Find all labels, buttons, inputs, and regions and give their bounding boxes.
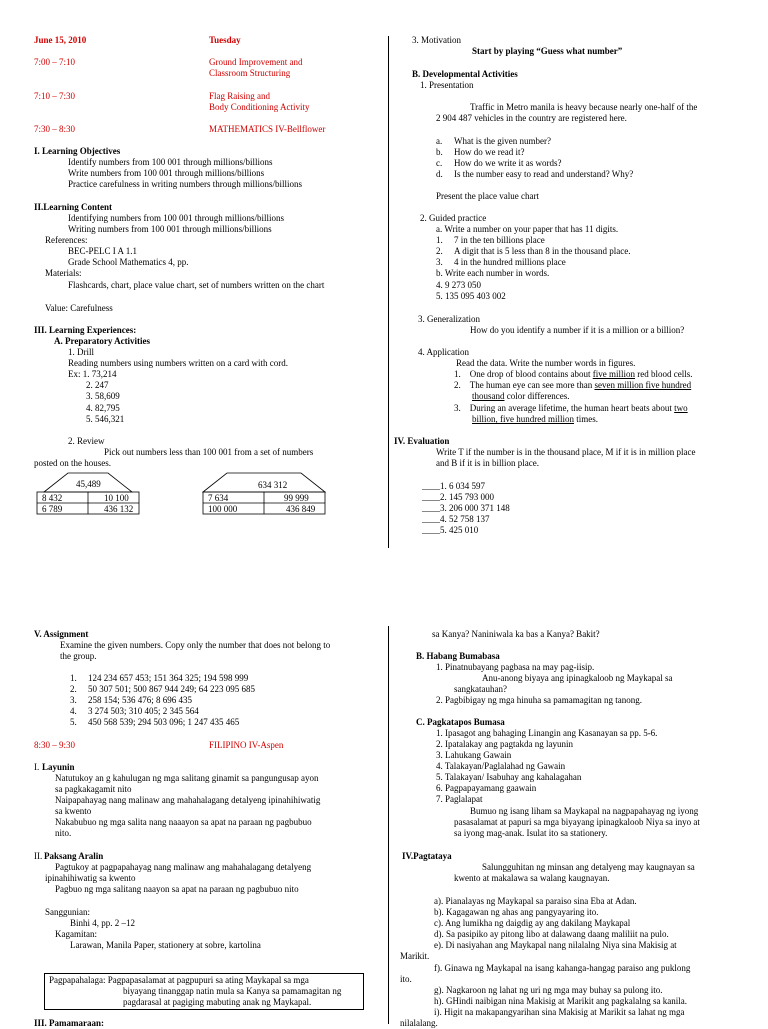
app2-underline-2: thousand: [472, 391, 505, 401]
activity-2b: Body Conditioning Activity: [209, 102, 310, 112]
preparatory-heading: A. Preparatory Activities: [54, 336, 151, 346]
layunin-5: Nakabubuo ng mga salita nang naaayon sa apat na paraan ng pagbubuo: [55, 817, 312, 827]
review-text-1: Pick out numbers less than 100 001 from a set of numbers: [104, 447, 314, 457]
drill-heading: 1. Drill: [68, 347, 94, 357]
assign-item-5: 5.: [70, 717, 77, 727]
objectives-heading: I. Learning Objectives: [34, 146, 121, 156]
filipino-time: 8:30 – 9:30: [34, 740, 76, 750]
assign-item-3-text: 258 154; 536 476; 8 696 435: [88, 695, 193, 705]
app2-underline-1: seven million five hundred: [594, 380, 692, 390]
presentation-text-1: Traffic in Metro manila is heavy because nearly one-half of the: [470, 102, 698, 112]
paksa-2: ipinahihiwatig sa kwento: [45, 873, 136, 883]
house-2-cell-3: 100 000: [208, 504, 238, 514]
item-c: c). Ang lumikha ng daigdig ay ang dakilang Maykapal: [434, 918, 631, 928]
sanggunian-label: Sanggunian:: [45, 907, 90, 917]
item-e: e). Di nasiyahan ang Maykapal nang nilalalng Niya sina Makisig at: [434, 940, 677, 950]
time-2: 7:10 – 7:30: [34, 91, 76, 101]
house-2-cell-2: 99 999: [284, 493, 309, 503]
filipino-subject: FILIPINO IV-Aspen: [209, 740, 284, 750]
activity-1b: Classroom Structuring: [209, 68, 291, 78]
application-item-2: 2. The human eye can see more than seven million five hundred: [454, 380, 692, 390]
paksa-heading: Paksang Aralin: [44, 851, 104, 861]
house-2-cell-1: 7 634: [208, 493, 229, 503]
pagpapahalaga-3: pagdarasal at pagiging mabuting anak ng Maykapal.: [123, 997, 312, 1007]
day: Tuesday: [209, 35, 241, 45]
item-i: i). Higit na makapangyarihan sina Makisig at Marikit sa lahat ng mga: [434, 1007, 685, 1017]
activity-2a: Flag Raising and: [209, 91, 270, 101]
reference-2: Grade School Mathematics 4, pp.: [68, 257, 189, 267]
question-c-key: c.: [436, 158, 443, 168]
assign-item-2: 2.: [70, 684, 77, 694]
drill-text: Reading numbers using numbers written on a card with cord.: [68, 358, 288, 368]
house-1-cell-3: 6 789: [42, 504, 63, 514]
top-line: sa Kanya? Naniniwala ka bas a Kanya? Bakit?: [432, 629, 600, 639]
materials-label: Materials:: [45, 268, 82, 278]
developmental-heading: B. Developmental Activities: [412, 69, 518, 79]
pamamaraan-heading: III. Pamamaraan:: [34, 1018, 104, 1028]
presentation-heading: 1. Presentation: [420, 80, 474, 90]
application-item-3: 3. During an average lifetime, the human heart beats about two: [454, 403, 688, 413]
house-1-cell-2: 10 100: [104, 493, 129, 503]
column-divider-bottom: [388, 626, 389, 1024]
time-1: 7:00 – 7:10: [34, 57, 76, 67]
guided-item-2: A digit that is 5 less than 8 in the thousand place.: [454, 246, 631, 256]
pagtataya-2: kwento at makalawa sa walang kaugnayan.: [454, 873, 610, 883]
materials-text: Flashcards, chart, place value chart, set of numbers written on the chart: [68, 280, 325, 290]
assign-item-2-text: 50 307 501; 500 867 944 249; 64 223 095 685: [88, 684, 256, 694]
activity-1a: Ground Improvement and: [209, 57, 303, 67]
content-1: Identifying numbers from 100 001 through millions/billions: [68, 213, 284, 223]
item-d: d). Sa pasipiko ay pitong libo at dalawang daang maliliit na pulo.: [434, 929, 669, 939]
house-1: [34, 472, 142, 518]
kagamitan-text: Larawan, Manila Paper, stationery at sobre, kartolina: [70, 940, 261, 950]
habang-2: Anu-anong biyaya ang ipinagkaloob ng Maykapal sa: [482, 673, 673, 683]
layunin-1: Natutukoy an g kahulugan ng mga salitang ginamit sa pangungusap ayon: [55, 773, 319, 783]
guided-b: b. Write each number in words.: [436, 268, 550, 278]
pagkatapos-1: 1. Ipasagot ang bahaging Linangin ang Kasanayan sa pp. 5-6.: [436, 728, 658, 738]
item-h: h). GHindi naibigan nina Makisig at Marikit ang pagkalalng sa kanila.: [434, 996, 687, 1006]
assignment-text-1: Examine the given numbers. Copy only the number that does not belong to: [60, 640, 331, 650]
layunin-3: Naipapahayag nang malinaw ang mahahalagang detalyeng ipinahihiwatig: [55, 795, 321, 805]
drill-ex-4: 4. 82,795: [86, 403, 120, 413]
habang-4: 2. Pagbibigay ng mga hinuha sa pamamagitan ng tanong.: [436, 695, 642, 705]
content-2: Writing numbers from 100 001 through millions/billions: [68, 224, 272, 234]
paglalapat-2: pasasalamat at papuri sa mga biyayang ipinagkaloob Niya sa inyo at: [454, 817, 700, 827]
app2-pre: The human eye can see more than: [469, 380, 595, 390]
eval-item-4: ____4. 52 758 137: [422, 514, 490, 524]
time-3: 7:30 – 8:30: [34, 124, 76, 134]
objective-1: Identify numbers from 100 001 through millions/billions: [68, 157, 273, 167]
paksa-3: Pagbuo ng mga salitang naayon sa apat na paraan ng pagbubuo nito: [55, 884, 299, 894]
guided-b-item-5: 5. 135 095 403 002: [436, 291, 506, 301]
guided-item-2-key: 2.: [436, 246, 443, 256]
pagkatapos-5: 5. Talakayan/ Isabuhay ang kahalagahan: [436, 772, 582, 782]
guided-item-1-key: 1.: [436, 235, 443, 245]
eval-item-2: ____2. 145 793 000: [422, 492, 494, 502]
habang-heading: B. Habang Bumabasa: [416, 651, 500, 661]
sanggunian-text: Binhi 4, pp. 2 –12: [70, 918, 136, 928]
app1-underline: five million: [592, 369, 635, 379]
item-f-cont: ito.: [400, 974, 412, 984]
assign-item-3: 3.: [70, 695, 77, 705]
evaluation-heading: IV. Evaluation: [394, 436, 450, 446]
question-b: How do we read it?: [454, 147, 525, 157]
guided-a: a. Write a number on your paper that has 11 digits.: [436, 224, 619, 234]
habang-3: sangkatauhan?: [454, 684, 507, 694]
assignment-text-2: the group.: [60, 651, 97, 661]
assign-item-4: 4.: [70, 706, 77, 716]
eval-item-1: ____1. 6 034 597: [422, 481, 485, 491]
drill-ex-5: 5. 546,321: [86, 414, 125, 424]
activity-3: MATHEMATICS IV-Bellflower: [209, 124, 326, 134]
item-e-cont: Marikit.: [400, 951, 430, 961]
paksa-num: II.: [34, 851, 43, 861]
assign-item-4-text: 3 274 503; 310 405; 2 345 564: [88, 706, 199, 716]
house-2: [200, 472, 328, 518]
item-b: b). Kagagawan ng ahas ang pangyayaring ito.: [434, 907, 599, 917]
assign-item-5-text: 450 568 539; 294 503 096; 1 247 435 465: [88, 717, 240, 727]
pagkatapos-3: 3. Lahukang Gawain: [436, 750, 512, 760]
layunin-6: nito.: [55, 828, 72, 838]
pagkatapos-2: 2. Ipatalakay ang pagtakda ng layunin: [436, 739, 573, 749]
presentation-text-2: 2 904 487 vehicles in the country are registered here.: [436, 113, 627, 123]
question-c: How do we write it as words?: [454, 158, 562, 168]
paglalapat-1: Bumuo ng isang liham sa Maykapal na nagpapahayag ng iyong: [470, 806, 699, 816]
paglalapat-3: sa iyong mag-anak. Isulat ito sa stationery.: [454, 828, 608, 838]
pagtataya-1: Salungguhitan ng minsan ang detalyeng may kaugnayan sa: [482, 862, 695, 872]
reference-1: BEC-PELC I A 1.1: [68, 246, 138, 256]
house-1-cell-4: 436 132: [104, 504, 134, 514]
eval-item-5: ____5. 425 010: [422, 525, 479, 535]
guided-item-3-key: 3.: [436, 257, 443, 267]
layunin-4: sa kwento: [55, 806, 92, 816]
app1-pre: One drop of blood contains about: [469, 369, 593, 379]
objective-3: Practice carefulness in writing numbers through millions/billions: [68, 179, 302, 189]
present-chart-text: Present the place value chart: [436, 191, 539, 201]
column-divider-top: [388, 36, 389, 548]
house-2-cell-4: 436 849: [286, 504, 316, 514]
review-heading: 2. Review: [68, 436, 105, 446]
app3-pre: During an average lifetime, the human heart beats about: [469, 403, 675, 413]
application-heading: 4. Application: [418, 347, 469, 357]
generalization-heading: 3. Generalization: [418, 314, 480, 324]
app3-post: times.: [574, 414, 598, 424]
guided-heading: 2. Guided practice: [420, 213, 487, 223]
item-f: f). Ginawa ng Maykapal na isang kahanga-hangag paraiso ang puklong: [434, 963, 691, 973]
quadrant-top-left: [0, 0, 388, 560]
references-label: References:: [45, 235, 88, 245]
layunin-2: sa pagkakagamit nito: [55, 784, 132, 794]
eval-item-3: ____3. 206 000 371 148: [422, 503, 510, 513]
house-1-top-number: 45,489: [76, 479, 101, 489]
assign-item-1: 1.: [70, 673, 77, 683]
quadrant-bottom-left: [0, 560, 388, 1028]
question-b-key: b.: [436, 147, 443, 157]
guided-item-1: 7 in the ten billions place: [454, 235, 545, 245]
house-2-top-number: 634 312: [258, 480, 288, 490]
objective-2: Write numbers from 100 001 through millions/billions: [68, 168, 265, 178]
layunin-num: I.: [34, 762, 40, 772]
item-a: a). Pianalayas ng Maykapal sa paraiso sina Eba at Adan.: [434, 896, 637, 906]
pagpapahalaga-1: Pagpapahalaga: Pagpapasalamat at pagpupuri sa ating Maykapal sa mga: [49, 975, 309, 985]
pagkatapos-heading: C. Pagkatapos Bumasa: [416, 717, 505, 727]
question-a: What is the given number?: [454, 136, 551, 146]
app2-post: color differences.: [504, 391, 570, 401]
habang-1: 1. Pinatnubayang pagbasa na may pag-iisip.: [436, 662, 595, 672]
motivation-heading: 3. Motivation: [412, 35, 461, 45]
drill-ex-3: 3. 58,609: [86, 391, 120, 401]
motivation-text: Start by playing “Guess what number”: [472, 46, 623, 56]
review-text-2: posted on the houses.: [34, 458, 111, 468]
guided-b-item-4: 4. 9 273 050: [436, 280, 481, 290]
quadrant-bottom-right: [390, 560, 768, 1028]
guided-item-3: 4 in the hundred millions place: [454, 257, 566, 267]
pagpapahalaga-2: biyayang tinanggap natin mula sa Kanya sa pamamagitan ng: [123, 986, 342, 996]
content-heading: II.Learning Content: [34, 202, 113, 212]
app3-underline-1: two: [674, 403, 688, 413]
kagamitan-label: Kagamitan:: [55, 929, 97, 939]
item-g: g). Nagkaroon ng lahat ng uri ng mga may buhay sa pulong ito.: [434, 985, 663, 995]
drill-ex-2: 2. 247: [86, 380, 109, 390]
question-d: Is the number easy to read and understand? Why?: [454, 169, 634, 179]
pagkatapos-6: 6. Pagpapayamang gaawain: [436, 783, 537, 793]
app3-underline-2: billion, five hundred million: [472, 414, 574, 424]
assign-item-1-text: 124 234 657 453; 151 364 325; 194 598 999: [88, 673, 249, 683]
layunin-heading: Layunin: [42, 762, 75, 772]
item-i-cont: nilalalang.: [400, 1018, 438, 1028]
experiences-heading: III. Learning Experiences:: [34, 325, 137, 335]
application-item-1: 1. One drop of blood contains about five million red blood cells.: [454, 369, 693, 379]
generalization-text: How do you identify a number if it is a million or a billion?: [470, 325, 685, 335]
date: June 15, 2010: [34, 35, 87, 45]
quadrant-top-right: [390, 0, 768, 560]
pagtataya-heading: IV.Pagtataya: [402, 851, 452, 861]
pagkatapos-7: 7. Paglalapat: [436, 794, 483, 804]
drill-ex-1: Ex: 1. 73,214: [68, 369, 117, 379]
app1-post: red blood cells.: [634, 369, 693, 379]
pagkatapos-4: 4. Talakayan/Paglalahad ng Gawain: [436, 761, 566, 771]
question-a-key: a.: [436, 136, 443, 146]
evaluation-text-2: and B if it is in billion place.: [436, 458, 539, 468]
question-d-key: d.: [436, 169, 443, 179]
application-item-2b: [472, 391, 570, 402]
pagpapahalaga-box: [44, 973, 364, 1010]
house-1-cell-1: 8 432: [42, 493, 63, 503]
value-text: Value: Carefulness: [45, 303, 113, 313]
paksa-1: Pagtukoy at pagpapahayag nang malinaw ang mahahalagang detalyeng: [55, 862, 312, 872]
assignment-heading: V. Assignment: [34, 629, 89, 639]
application-item-3b: [472, 414, 598, 425]
application-text: Read the data. Write the number words in figures.: [456, 358, 636, 368]
evaluation-text-1: Write T if the number is in the thousand place, M if it is in million place: [436, 447, 696, 457]
